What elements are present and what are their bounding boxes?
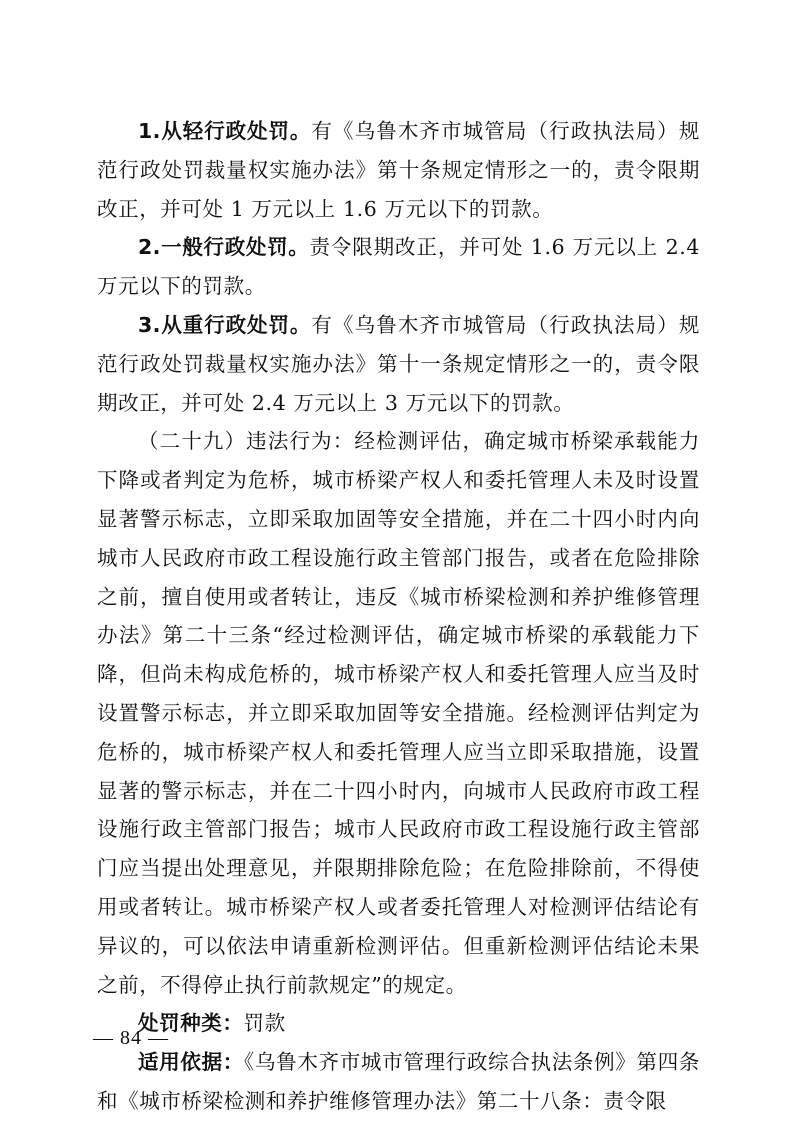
paragraph-lead: 1.从轻行政处罚。 — [138, 119, 312, 143]
paragraph-heavy-penalty — [97, 306, 700, 422]
paragraph-text: 《乌鲁木齐市城市管理行政综合执法条例》第四条和《城市桥梁检测和养护维修管理办法》第二十八条：责令限 — [97, 1050, 701, 1113]
paragraph-lead: 2.一般行政处罚。 — [138, 235, 310, 260]
paragraph-general-penalty — [97, 228, 700, 306]
paragraph-text: 责令限期改正，并可处 1.6 万元以上 2.4 万元以下的罚款。 — [97, 235, 700, 299]
paragraph-text: 罚款 — [243, 1011, 286, 1036]
paragraph-lead: 处罚种类： — [138, 1011, 244, 1036]
paragraph-lead: 适用依据： — [138, 1050, 244, 1075]
page-number: — 84 — — [93, 1027, 169, 1049]
paragraph-lead: 3.从重行政处罚。 — [138, 312, 312, 337]
paragraph-violation-29 — [97, 422, 700, 1004]
paragraph-penalty-type — [97, 1004, 700, 1043]
document-page — [97, 112, 700, 1121]
paragraph-text: 有《乌鲁木齐市城管局（行政执法局）规范行政处罚裁量权实施办法》第十条规定情形之一的，责令限期改正，并可处 1 万元以上 1.6 万元以下的罚款。 — [97, 119, 700, 221]
paragraph-text: （二十九）违法行为：经检测评估，确定城市桥梁承载能力下降或者判定为危桥，城市桥梁产权人和委托管理人未及时设置显著警示标志，立即采取加固等安全措施，并在二十四小时内向城市人民政府市政工程设施行政主管部门报告，或者在危险排除之前，擅自使用或者转让，违反《城市桥梁检测和养护维修管理办法》第二十三条“经过检测评估，确定城市桥梁的承载能力下降，但尚未构成危桥的，城市桥梁产权人和委托管理人应当及时设置警示标志，并立即采取加固等安全措施。经检测评估判定为危桥的，城市桥梁产权人和委托管理人应当立即采取措施，设置显著的警示标志，并在二十四小时内，向城市人民政府市政工程设施行政主管部门报告；城市人民政府市政工程设施行政主管部门应当提出处理意见，并限期排除危险；在危险排除前，不得使用或者转让。城市桥梁产权人或者委托管理人对检测评估结论有异议的，可以依法申请重新检测评估。但重新检测评估结论未果之前，不得停止执行前款规定”的规定。 — [97, 429, 700, 997]
paragraph-light-penalty — [97, 112, 700, 228]
paragraph-legal-basis — [97, 1043, 700, 1121]
paragraph-text: 有《乌鲁木齐市城管局（行政执法局）规范行政处罚裁量权实施办法》第十一条规定情形之一的，责令限期改正，并可处 2.4 万元以上 3 万元以下的罚款。 — [97, 312, 700, 415]
